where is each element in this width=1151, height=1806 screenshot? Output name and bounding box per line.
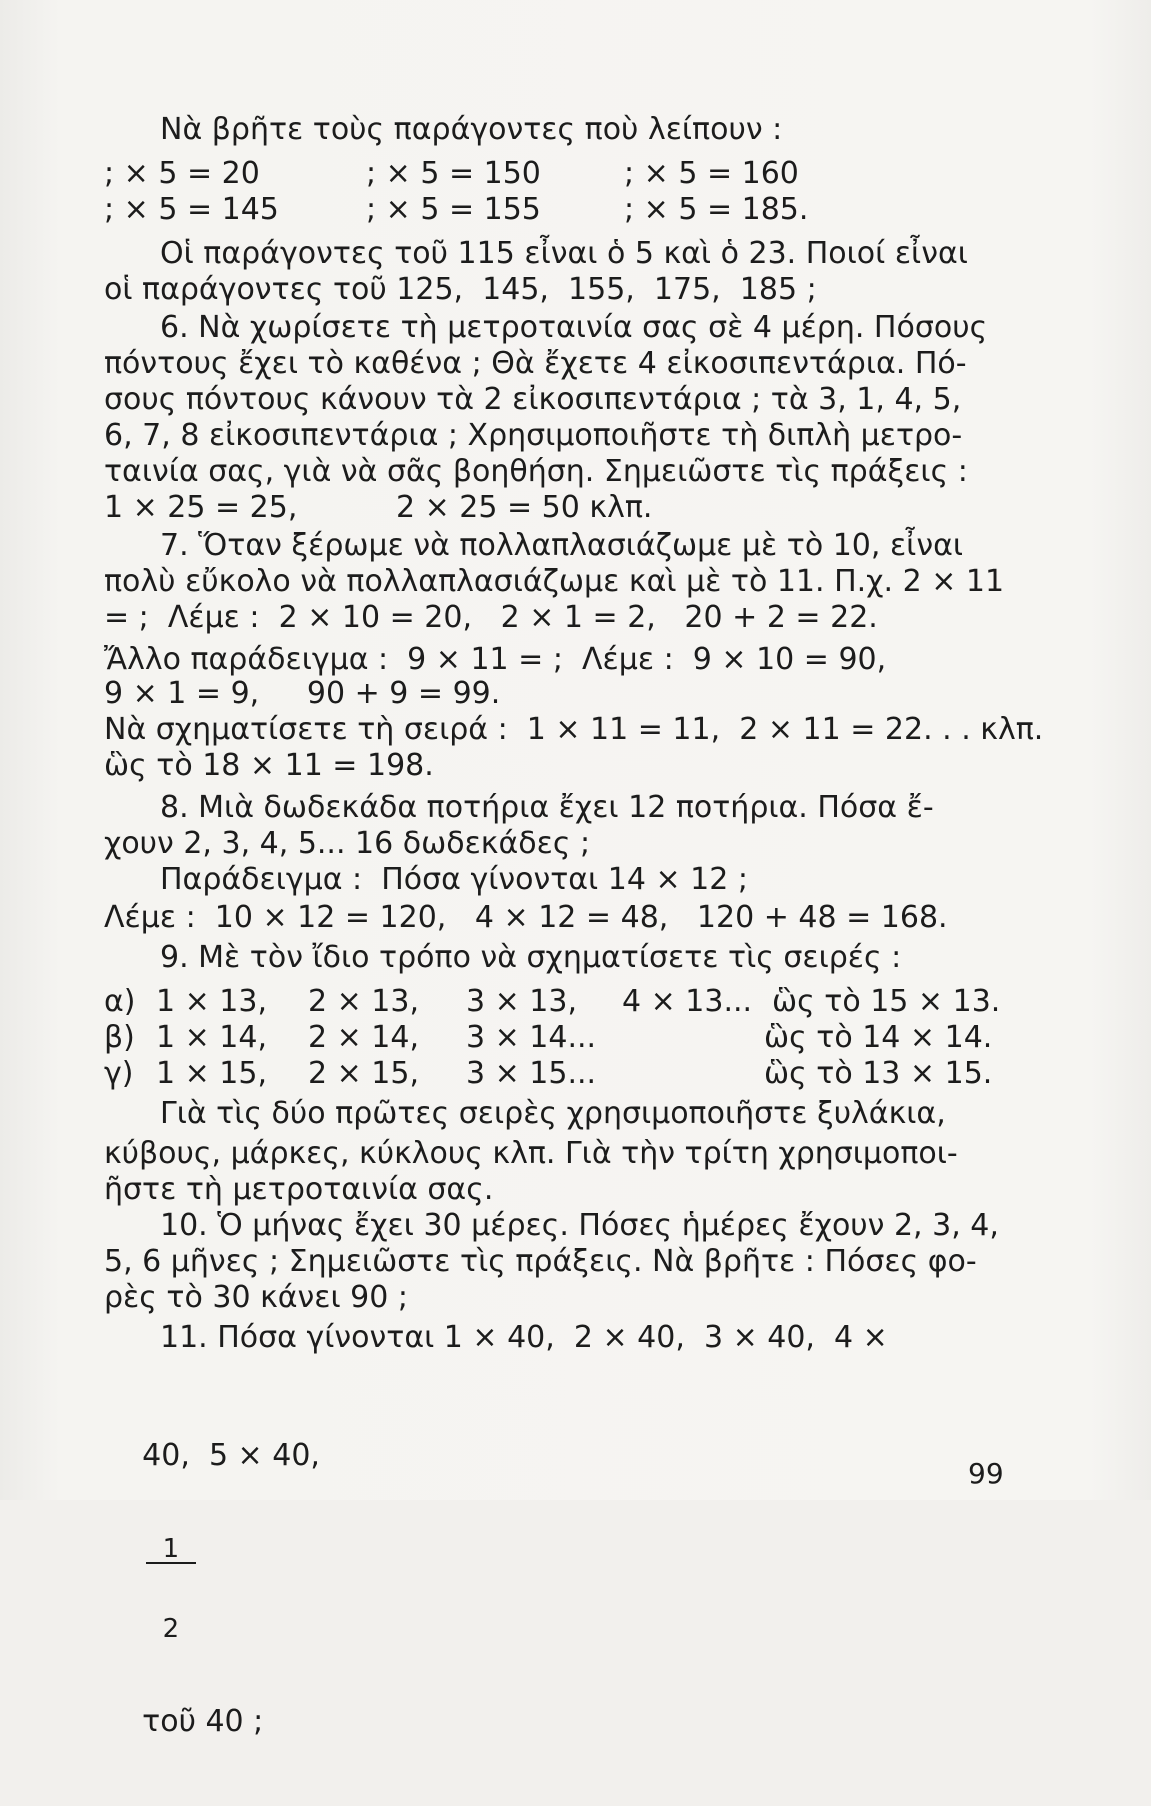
ex9-note3: ῆστε τὴ μετροταινία σας. [104,1172,494,1207]
ex5-row2-a: ; × 5 = 145 [104,192,279,227]
ex11-line2-start: 40, 5 × 40, [142,1438,320,1473]
fraction-denominator: 2 [162,1614,180,1644]
ex9-series-c-term3: 3 × 15... [466,1056,597,1091]
ex5-factors-line1: Οἱ παράγοντες τοῦ 115 εἶναι ὁ 5 καὶ ὁ 23. Ποιοί εἶναι [160,236,968,271]
page-number: 99 [968,1457,1004,1490]
ex5-row1-b: ; × 5 = 150 [366,156,541,191]
ex5-factors-line2: οἱ παράγοντες τοῦ 125, 145, 155, 175, 185 ; [104,272,817,307]
ex5-row2-c: ; × 5 = 185. [624,192,809,227]
ex6-line1: 6. Νὰ χωρίσετε τὴ μετροταινία σας σὲ 4 μέρη. Πόσους [160,310,988,345]
ex11-line2 [104,1372,320,1806]
ex10-line3: ρὲς τὸ 30 κάνει 90 ; [104,1280,408,1315]
ex7-line5: 9 × 1 = 9, 90 + 9 = 99. [104,676,501,711]
ex6-line6a: 1 × 25 = 25, [104,490,298,525]
ex9-series-a-end: ὣς τὸ 15 × 13. [772,984,1001,1019]
ex5-row1-a: ; × 5 = 20 [104,156,260,191]
ex5-row1-c: ; × 5 = 160 [624,156,799,191]
ex7-line2: πολὺ εὔκολο νὰ πολλαπλασιάζωμε καὶ μὲ τὸ 11. Π.χ. 2 × 11 [104,564,1005,599]
ex9-series-c-label: γ) [104,1056,134,1091]
ex9-line1: 9. Μὲ τὸν ἴδιο τρόπο νὰ σχηματίσετε τὶς σειρές : [160,940,902,975]
ex7-line6: Νὰ σχηματίσετε τὴ σειρά : 1 × 11 = 11, 2 × 11 = 22. . . κλπ. [104,712,1044,747]
ex9-series-b-label: β) [104,1020,135,1055]
ex9-series-c-end: ὣς τὸ 13 × 15. [764,1056,993,1091]
ex7-line1: 7. Ὅταν ξέρωμε νὰ πολλαπλασιάζωμε μὲ τὸ 10, εἶναι [160,528,964,563]
ex9-series-a-term3: 3 × 13, [466,984,578,1019]
ex8-line1: 8. Μιὰ δωδεκάδα ποτήρια ἔχει 12 ποτήρια. Πόσα ἔ- [160,790,934,825]
ex9-series-b-term1: 1 × 14, [156,1020,268,1055]
ex6-line4: 6, 7, 8 εἰκοσιπεντάρια ; Χρησιμοποιῆστε τὴ διπλὴ μετρο- [104,418,963,453]
ex7-line4: Ἄλλο παράδειγμα : 9 × 11 = ; Λέμε : 9 × 10 = 90, [104,642,887,677]
ex5-intro: Νὰ βρῆτε τοὺς παράγοντες ποὺ λείπουν : [160,112,783,147]
fraction-numerator: 1 [146,1536,196,1564]
ex9-series-a-term4: 4 × 13... [622,984,753,1019]
ex8-line4: Λέμε : 10 × 12 = 120, 4 × 12 = 48, 120 + 48 = 168. [104,900,948,935]
ex9-series-c-term2: 2 × 15, [308,1056,420,1091]
ex6-line5: ταινία σας, γιὰ νὰ σᾶς βοηθήση. Σημειῶστε τὶς πράξεις : [104,454,968,489]
ex9-series-b-term3: 3 × 14... [466,1020,597,1055]
ex6-line2: πόντους ἔχει τὸ καθένα ; Θὰ ἔχετε 4 εἰκοσιπεντάρια. Πό- [104,346,967,381]
ex9-series-a-label: α) [104,984,136,1019]
ex10-line1: 10. Ὁ μήνας ἔχει 30 μέρες. Πόσες ἡμέρες ἔχουν 2, 3, 4, [160,1208,999,1243]
ex9-series-c-term1: 1 × 15, [156,1056,268,1091]
ex6-line3: σους πόντους κάνουν τὰ 2 εἰκοσιπεντάρια ; τὰ 3, 1, 4, 5, [104,382,962,417]
ex9-series-a-term1: 1 × 13, [156,984,268,1019]
ex10-line2: 5, 6 μῆνες ; Σημειῶστε τὶς πράξεις. Νὰ βρῆτε : Πόσες φο- [104,1244,977,1279]
ex9-series-a-term2: 2 × 13, [308,984,420,1019]
ex9-note1: Γιὰ τὶς δύο πρῶτες σειρὲς χρησιμοποιῆστε ξυλάκια, [160,1096,946,1131]
ex7-line3: = ; Λέμε : 2 × 10 = 20, 2 × 1 = 2, 20 + 2 = 22. [104,600,878,635]
ex9-series-b-end: ὣς τὸ 14 × 14. [764,1020,993,1055]
ex8-line3: Παράδειγμα : Πόσα γίνονται 14 × 12 ; [160,862,748,897]
ex9-series-b-term2: 2 × 14, [308,1020,420,1055]
ex11-line1: 11. Πόσα γίνονται 1 × 40, 2 × 40, 3 × 40, 4 × [160,1320,888,1355]
ex11-line2-end: τοῦ 40 ; [142,1704,264,1739]
one-half-fraction [146,1484,196,1694]
ex7-line7: ὣς τὸ 18 × 11 = 198. [104,748,434,783]
ex5-row2-b: ; × 5 = 155 [366,192,541,227]
ex9-note2: κύβους, μάρκες, κύκλους κλπ. Γιὰ τὴν τρίτη χρησιμοποι- [104,1136,958,1171]
ex6-line6b: 2 × 25 = 50 κλπ. [396,490,653,525]
ex8-line2: χουν 2, 3, 4, 5... 16 δωδεκάδες ; [104,826,591,861]
